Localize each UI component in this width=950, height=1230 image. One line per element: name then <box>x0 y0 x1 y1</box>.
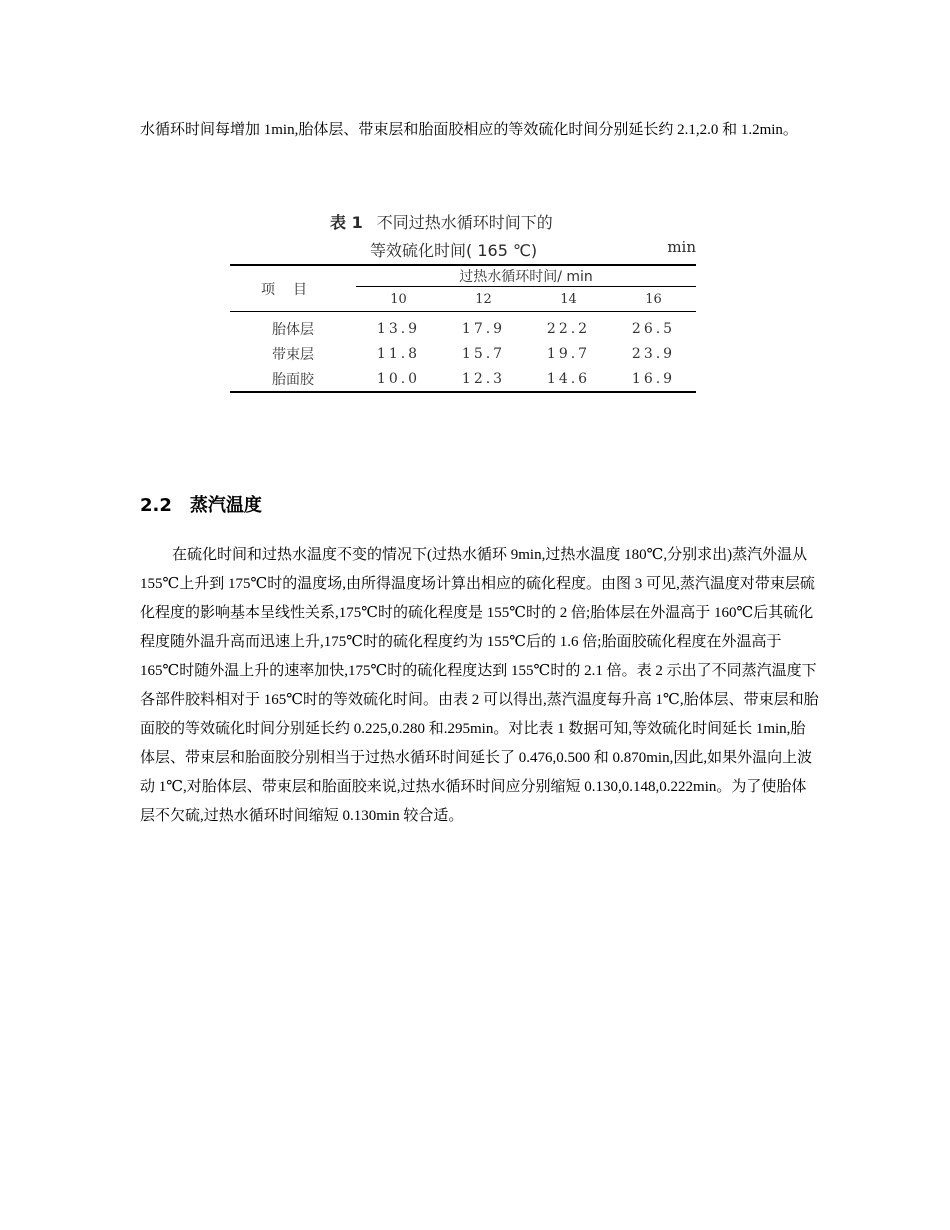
table-cell: 17.9 <box>461 320 506 337</box>
group-column-header: 过热水循环时间/ min <box>459 269 593 285</box>
table-title-line2: 等效硫化时间( 165 ℃) <box>370 241 538 260</box>
table-cell: 19.7 <box>546 345 591 362</box>
table-cell: 26.5 <box>631 320 676 337</box>
section-heading <box>140 491 262 517</box>
table-cell: 16.9 <box>631 370 676 387</box>
table-row <box>230 366 696 392</box>
column-header: 14 <box>526 287 611 312</box>
item-column-header: 项目 <box>230 265 356 312</box>
table-cell: 13.9 <box>376 320 421 337</box>
table-caption <box>230 206 696 264</box>
table-cell: 12.3 <box>461 370 506 387</box>
row-label: 胎体层 <box>272 321 314 338</box>
row-label: 胎面胶 <box>272 371 314 388</box>
table-unit: min <box>667 238 696 256</box>
table-cell: 14.6 <box>546 370 591 387</box>
table-cell: 22.2 <box>546 320 591 337</box>
table-cell: 11.8 <box>376 345 421 362</box>
table-title-text: 不同过热水循环时间下的 <box>376 213 553 232</box>
table-cell: 15.7 <box>461 345 506 362</box>
table-title-line1 <box>330 210 553 233</box>
section-paragraph: 在硫化时间和过热水温度不变的情况下(过热水循环 9min,过热水温度 180℃,分别求出)蒸汽外温从 155℃上升到 175℃时的温度场,由所得温度场计算出相应的硫化程度。由图 3 可见,蒸汽温度对带束层硫化程度的影响基本呈线性关系,175℃时的硫化程度是 155℃时的 2 倍;胎体层在外温高于 160℃后其硫化程度随外温升高而迅速上升,175℃时的硫化程度约为 155℃后的 1.6 倍;胎面胶硫化程度在外温高于 165℃时随外温上升的速率加快,175℃时的硫化程度达到 155℃时的 2.1 倍。表 2 示出了不同蒸汽温度下各部件胶料相对于 165℃时的等效硫化时间。由表 2 可以得出,蒸汽温度每升高 1℃,胎体层、带束层和胎面胶的等效硫化时间分别延长约 0.225,0.280 和.295min。对比表 1 数据可知,等效硫化时间延长 1min,胎体层、带束层和胎面胶分别相当于过热水循环时间延长了 0.476,0.500 和 0.870min,因此,如果外温向上波动 1℃,对胎体层、带束层和胎面胶来说,过热水循环时间应分别缩短 0.130,0.148,0.222min。为了使胎体层不欠硫,过热水循环时间缩短 0.130min 较合适。 <box>140 547 819 824</box>
row-label: 带束层 <box>272 346 314 363</box>
column-header: 12 <box>441 287 526 312</box>
table-label: 表 1 <box>330 213 363 232</box>
section-title: 蒸汽温度 <box>189 495 262 516</box>
intro-paragraph: 水循环时间每增加 1min,胎体层、带束层和胎面胶相应的等效硫化时间分别延长约 2.1,2.0 和 1.2min。 <box>140 122 798 138</box>
table-grid <box>230 264 696 393</box>
section-number: 2.2 <box>140 495 172 516</box>
table-cell: 23.9 <box>631 345 676 362</box>
column-header: 10 <box>356 287 441 312</box>
column-header: 16 <box>611 287 696 312</box>
table-cell: 10.0 <box>376 370 421 387</box>
table-row <box>230 341 696 366</box>
table-1 <box>230 206 696 393</box>
table-row <box>230 312 696 342</box>
